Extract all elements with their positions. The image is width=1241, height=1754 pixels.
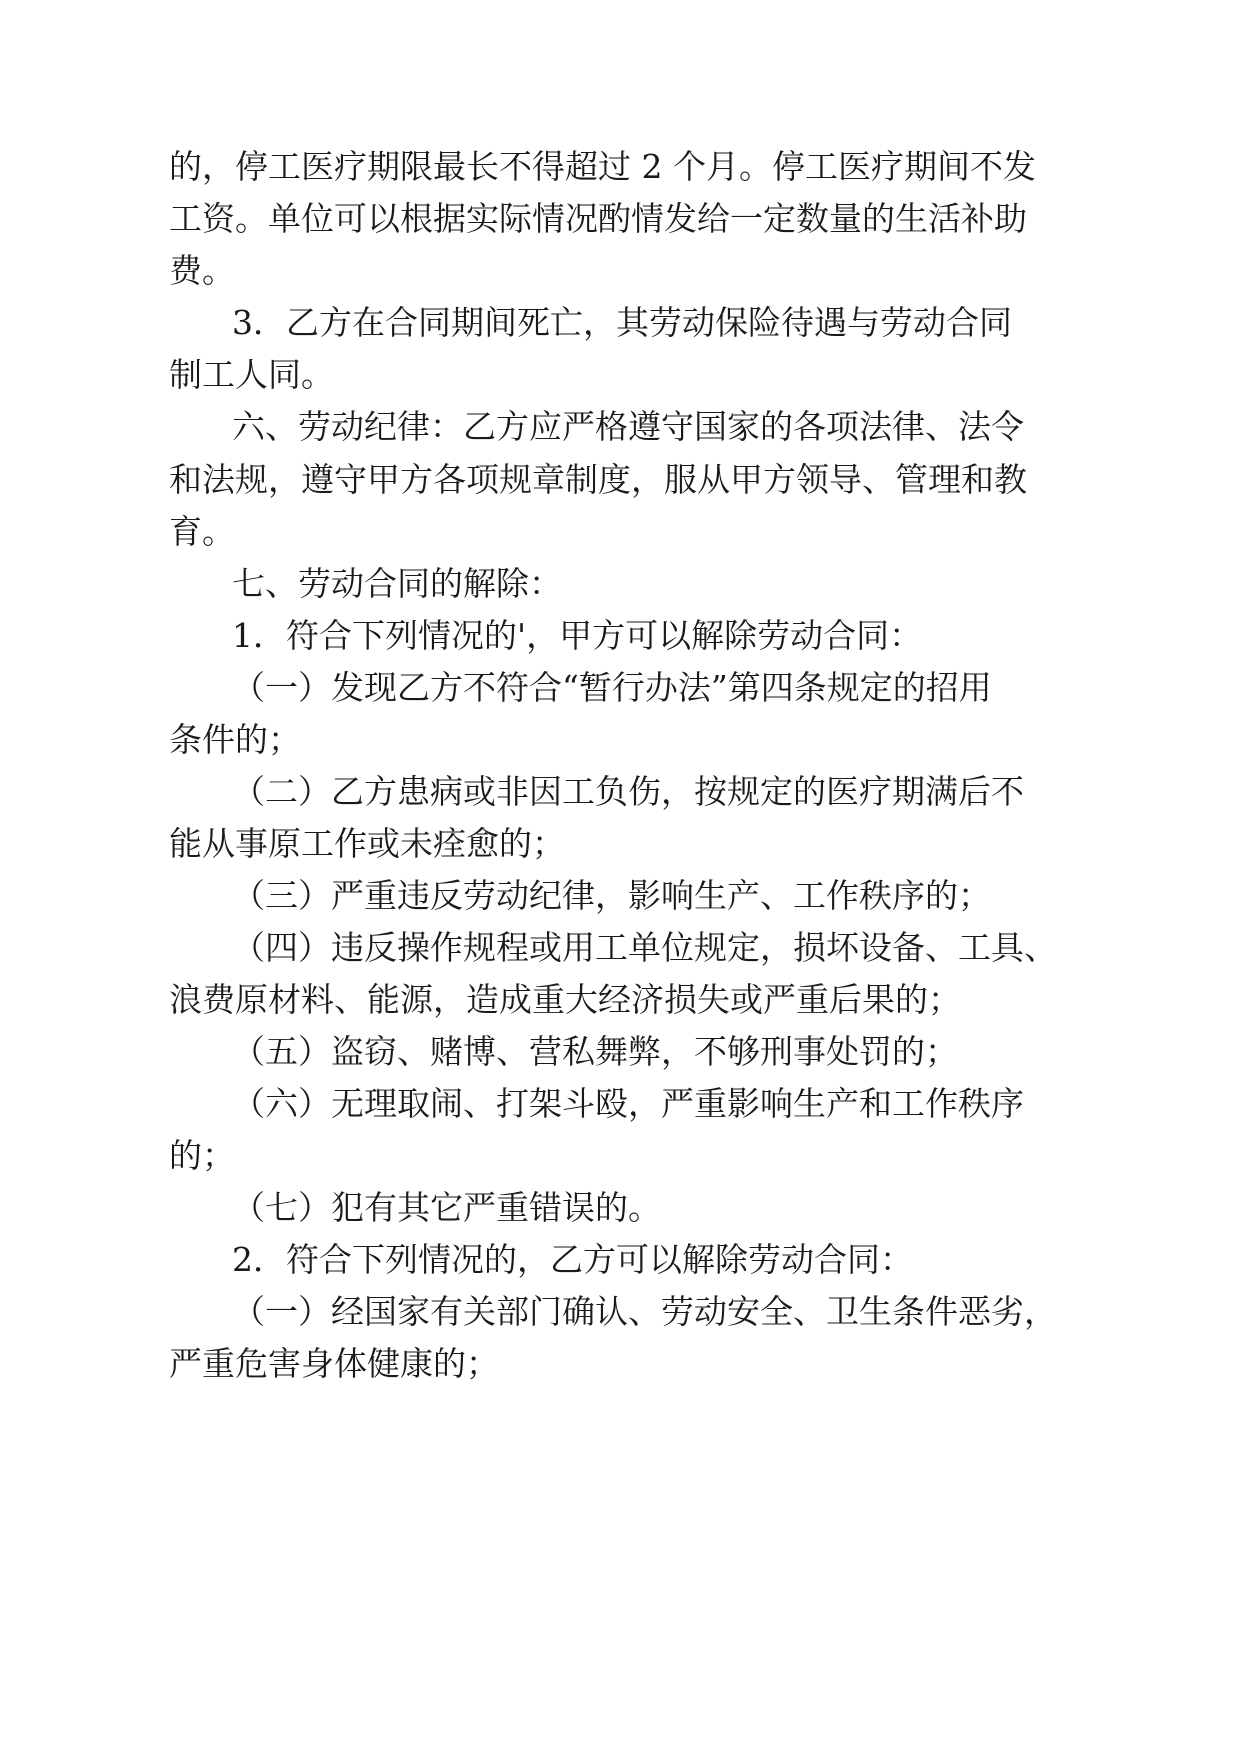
text-line: 浪费原材料、能源，造成重大经济损失或严重后果的； xyxy=(169,980,961,1019)
text-line: （一）经国家有关部门确认、劳动安全、卫生条件恶劣， xyxy=(232,1292,1057,1331)
text-line: （七）犯有其它严重错误的。 xyxy=(232,1188,661,1227)
text-line: 2．符合下列情况的，乙方可以解除劳动合同： xyxy=(232,1240,913,1279)
text-line: 3．乙方在合同期间死亡，其劳动保险待遇与劳动合同 xyxy=(232,303,1012,342)
text-line: 七、劳动合同的解除： xyxy=(232,564,562,603)
text-line: （三）严重违反劳动纪律，影响生产、工作秩序的； xyxy=(232,876,991,915)
text-line: 的； xyxy=(169,1136,235,1175)
text-line: （一）发现乙方不符合“暂行办法”第四条规定的招用 xyxy=(232,668,992,707)
text-line: 的，停工医疗期限最长不得超过 2 个月。停工医疗期间不发 xyxy=(169,147,1036,186)
text-line: （二）乙方患病或非因工负伤，按规定的医疗期满后不 xyxy=(232,772,1024,811)
text-line: （四）违反操作规程或用工单位规定，损坏设备、工具、 xyxy=(232,928,1057,967)
text-line: 工资。单位可以根据实际情况酌情发给一定数量的生活补助 xyxy=(169,199,1027,238)
text-line: （六）无理取闹、打架斗殴，严重影响生产和工作秩序 xyxy=(232,1084,1024,1123)
text-line: 制工人同。 xyxy=(169,355,334,394)
text-line: 费。 xyxy=(169,251,235,290)
text-line: 能从事原工作或未痊愈的； xyxy=(169,824,565,863)
text-line: 严重危害身体健康的； xyxy=(169,1344,499,1383)
text-line: （五）盗窃、赌博、营私舞弊，不够刑事处罚的； xyxy=(232,1032,958,1071)
text-line: 条件的； xyxy=(169,720,301,759)
text-line: 1．符合下列情况的'，甲方可以解除劳动合同： xyxy=(232,616,923,655)
text-line: 和法规，遵守甲方各项规章制度，服从甲方领导、管理和教 xyxy=(169,460,1027,499)
text-line: 育。 xyxy=(169,512,235,551)
text-line: 六、劳动纪律：乙方应严格遵守国家的各项法律、法令 xyxy=(232,407,1024,446)
